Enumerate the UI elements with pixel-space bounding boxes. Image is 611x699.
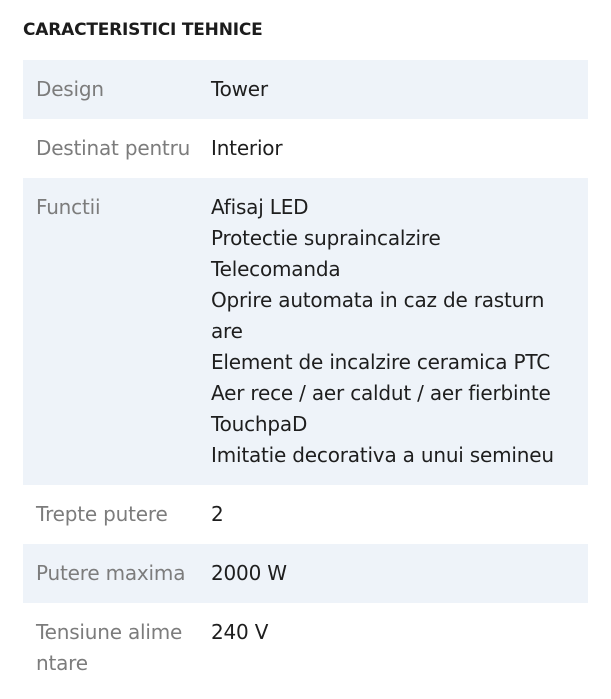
spec-value	[211, 133, 588, 164]
spec-label-text: Design	[36, 77, 104, 101]
spec-value-text: 2000 W	[211, 561, 287, 585]
spec-row-trepte	[23, 485, 588, 544]
spec-value-text: Interior	[211, 136, 283, 160]
spec-value-text: Element de incalzire ceramica PTC	[211, 350, 550, 374]
spec-value-text: Afisaj LED	[211, 195, 309, 219]
spec-label-text: Destinat pentru	[36, 136, 191, 160]
spec-label-text: ntare	[36, 651, 88, 675]
spec-value-text: TouchpaD	[211, 412, 308, 436]
spec-label	[23, 558, 211, 589]
spec-label	[23, 192, 211, 471]
spec-label	[23, 499, 211, 530]
spec-value	[211, 192, 588, 471]
spec-value-text: 240 V	[211, 620, 269, 644]
spec-row-destinat	[23, 119, 588, 178]
spec-row-design	[23, 60, 588, 119]
spec-value-text: Tower	[211, 77, 268, 101]
section-title: CARACTERISTICI TEHNICE	[23, 20, 263, 40]
spec-row-functii	[23, 178, 588, 485]
spec-value-text: Protectie supraincalzire	[211, 226, 441, 250]
spec-label-text: Putere maxima	[36, 561, 186, 585]
spec-label-text: Functii	[36, 195, 101, 219]
spec-value	[211, 74, 588, 105]
spec-row-putere	[23, 544, 588, 603]
spec-value-text: Telecomanda	[211, 257, 341, 281]
spec-value	[211, 617, 588, 679]
spec-value-text: Oprire automata in caz de rasturn	[211, 288, 545, 312]
spec-value-text: 2	[211, 502, 224, 526]
spec-value-text: Aer rece / aer caldut / aer fierbinte	[211, 381, 551, 405]
spec-value	[211, 558, 588, 589]
spec-label	[23, 617, 211, 679]
spec-value	[211, 499, 588, 530]
spec-label-text: Trepte putere	[36, 502, 168, 526]
spec-label-text: Tensiune alime	[36, 620, 183, 644]
spec-value-text: are	[211, 319, 243, 343]
spec-label	[23, 133, 211, 164]
spec-value-text: Imitatie decorativa a unui semineu	[211, 443, 554, 467]
specs-table	[23, 60, 588, 693]
spec-label	[23, 74, 211, 105]
spec-row-tensiune	[23, 603, 588, 693]
